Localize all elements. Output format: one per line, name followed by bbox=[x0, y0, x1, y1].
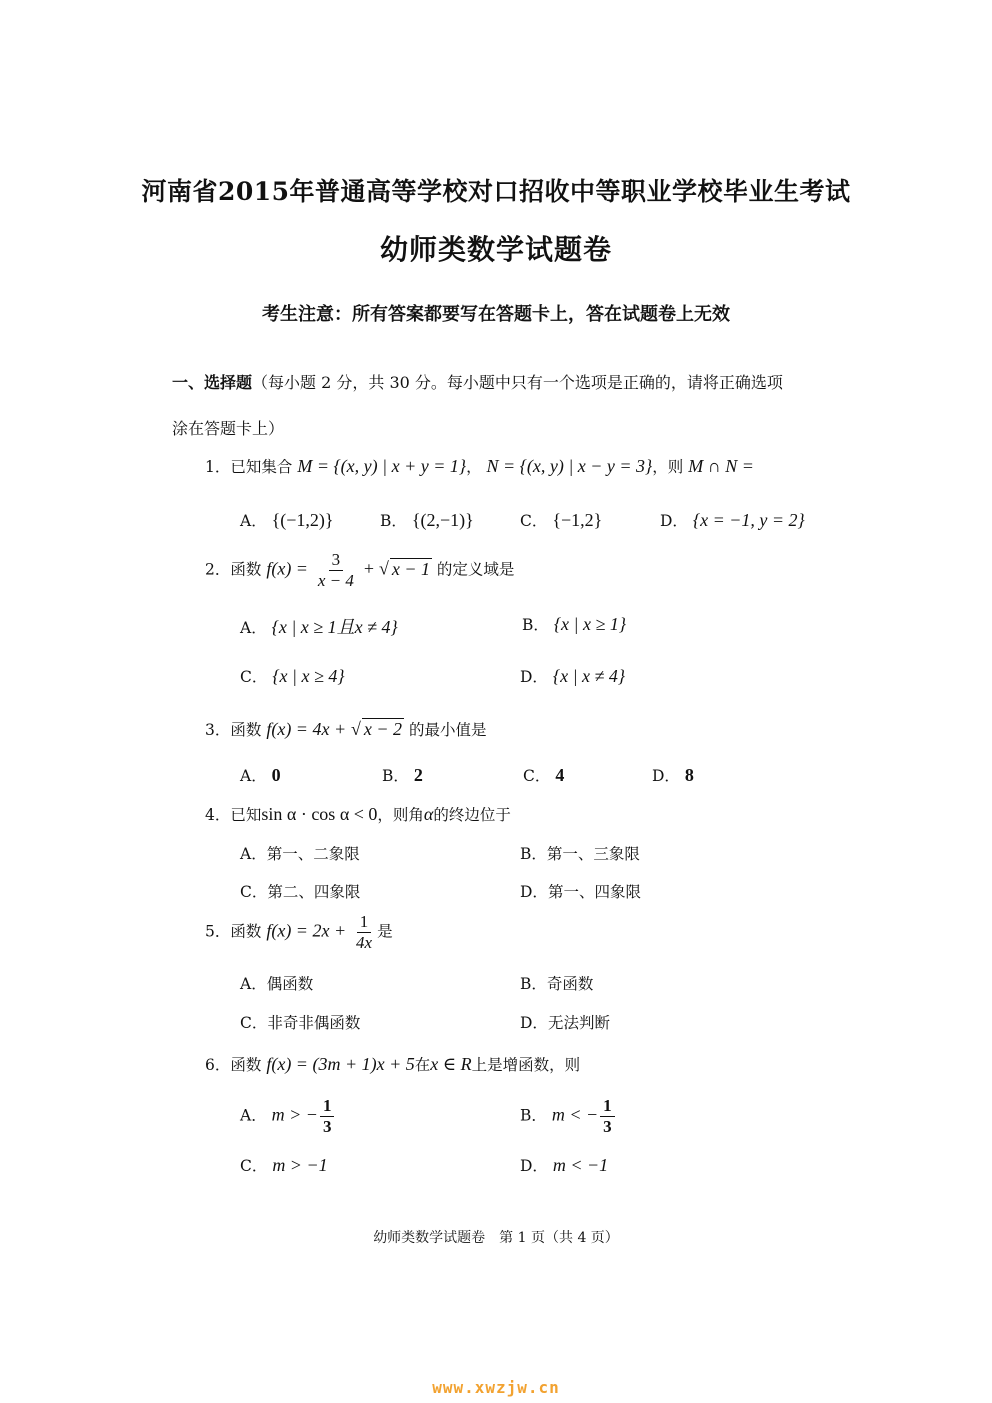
option-1d bbox=[660, 509, 805, 531]
option-label: D． bbox=[520, 1157, 548, 1175]
option-4c bbox=[240, 880, 360, 902]
option-value: 奇函数 bbox=[546, 975, 594, 993]
intersection-expr: M ∩ N = bbox=[688, 456, 754, 476]
option-label: A． bbox=[240, 767, 267, 785]
option-value: 非奇非偶函数 bbox=[267, 1014, 361, 1032]
option-value: {x | x ≥ 4} bbox=[272, 666, 345, 686]
option-label: B． bbox=[522, 616, 549, 634]
option-value: {x | x ≥ 1} bbox=[553, 614, 627, 634]
option-value: 第二、四象限 bbox=[267, 883, 361, 901]
fraction-numerator: 1 bbox=[320, 1096, 335, 1117]
alpha-symbol: α bbox=[423, 804, 434, 824]
option-5c bbox=[240, 1011, 360, 1033]
option-label: D． bbox=[520, 883, 548, 901]
question-text: 函数 bbox=[230, 560, 262, 579]
option-value: 无法判断 bbox=[547, 1014, 610, 1032]
option-label: B． bbox=[520, 1106, 547, 1125]
option-2a bbox=[240, 613, 398, 639]
option-label: A． bbox=[240, 1106, 267, 1125]
fraction-numerator: 3 bbox=[329, 550, 344, 571]
function-expr: f(x) = 4x + bbox=[266, 719, 347, 739]
option-value: {x | x ≠ 4} bbox=[552, 666, 626, 686]
option-1a bbox=[240, 509, 334, 531]
option-label: D． bbox=[660, 512, 688, 530]
question-text: 在 bbox=[414, 1056, 431, 1074]
option-6d bbox=[520, 1154, 608, 1176]
exam-title: 河南省2015年普通高等学校对口招收中等职业学校毕业生考试 bbox=[141, 177, 851, 206]
question-text: 函数 bbox=[230, 1056, 262, 1074]
fraction-denominator: x − 4 bbox=[317, 571, 354, 590]
option-3c bbox=[523, 764, 564, 786]
option-1c bbox=[520, 509, 602, 531]
option-6a bbox=[240, 1096, 336, 1137]
sqrt-expr: x − 2 bbox=[363, 719, 403, 739]
option-value: {(−1,2)} bbox=[271, 510, 334, 530]
question-text: 是 bbox=[377, 922, 393, 941]
option-value: 第一、四象限 bbox=[547, 883, 641, 901]
function-expr: f(x) = (3m + 1)x + 5 bbox=[266, 1054, 415, 1074]
option-value: 0 bbox=[271, 765, 281, 785]
option-label: C． bbox=[240, 1014, 268, 1032]
question-number: 5． bbox=[205, 922, 231, 941]
option-2c bbox=[240, 665, 345, 687]
question-text: 的定义域是 bbox=[436, 560, 515, 579]
option-label: A． bbox=[240, 512, 267, 530]
domain-expr: x ∈ R bbox=[430, 1054, 472, 1074]
option-value: m > −1 bbox=[272, 1155, 328, 1175]
option-label: B． bbox=[520, 845, 547, 863]
option-prefix: m < − bbox=[551, 1104, 599, 1125]
question-text: 的终边位于 bbox=[433, 806, 511, 824]
option-label: C． bbox=[240, 1157, 268, 1175]
fraction bbox=[315, 550, 357, 591]
option-2d bbox=[520, 665, 625, 687]
option-2b bbox=[522, 613, 626, 635]
question-text: 已知集合 bbox=[230, 458, 293, 476]
question-number: 6． bbox=[205, 1056, 231, 1074]
option-6c bbox=[240, 1154, 328, 1176]
set-m: M = {(x, y) | x + y = 1} bbox=[297, 456, 467, 476]
option-label: B． bbox=[520, 975, 547, 993]
question-text: 上是增函数，则 bbox=[471, 1056, 581, 1074]
option-label: D． bbox=[520, 1014, 548, 1032]
option-label: B． bbox=[382, 767, 409, 785]
question-number: 3． bbox=[205, 721, 231, 739]
watermark-link[interactable]: www.xwzjw.cn bbox=[432, 1378, 560, 1397]
option-label: A． bbox=[240, 845, 267, 863]
function-expr: f(x) = bbox=[266, 558, 308, 579]
section-heading: 一、选择题 bbox=[172, 373, 253, 392]
option-4b bbox=[520, 842, 640, 864]
question-2: 2．函数 f(x) = $\frac{3}{x - 4}$ + √ x − 1 的定义域是 bbox=[205, 550, 515, 590]
question-6 bbox=[205, 1053, 580, 1075]
option-value: 2 bbox=[413, 765, 423, 785]
page-footer: 幼师类数学试题卷 第 1 页（共 4 页） bbox=[373, 1230, 619, 1246]
option-label: D． bbox=[520, 668, 548, 686]
question-5 bbox=[205, 912, 393, 953]
fraction-denominator: 4x bbox=[356, 933, 373, 952]
option-label: C． bbox=[523, 767, 551, 785]
question-text: 函数 bbox=[230, 721, 262, 739]
option-value: {x = −1, y = 2} bbox=[692, 510, 805, 530]
question-text: 已知 bbox=[230, 806, 262, 824]
option-5b bbox=[520, 972, 593, 994]
fraction bbox=[320, 1096, 335, 1137]
option-3d bbox=[652, 764, 694, 786]
section-heading-line1 bbox=[172, 372, 783, 394]
question-text: 的最小值是 bbox=[409, 721, 487, 739]
option-label: A． bbox=[240, 975, 267, 993]
option-5d bbox=[520, 1011, 610, 1033]
fraction bbox=[353, 912, 375, 953]
fraction-numerator: 1 bbox=[600, 1096, 615, 1117]
sqrt-expr: x − 1 bbox=[391, 558, 430, 579]
fraction bbox=[600, 1096, 615, 1137]
option-value: 4 bbox=[555, 765, 565, 785]
option-value: 第一、二象限 bbox=[266, 845, 360, 863]
option-prefix: m > − bbox=[271, 1104, 318, 1125]
option-label: A． bbox=[240, 619, 267, 637]
plus-sign: + bbox=[363, 558, 375, 579]
section-instructions-line2: 涂在答题卡上） bbox=[172, 419, 285, 438]
option-label: B． bbox=[380, 512, 407, 530]
option-value: 8 bbox=[684, 765, 694, 785]
exam-notice: 考生注意：所有答案都要写在答题卡上，答在试题卷上无效 bbox=[262, 304, 730, 325]
option-label: C． bbox=[240, 668, 268, 686]
option-label: C． bbox=[240, 883, 268, 901]
set-n: N = {(x, y) | x − y = 3} bbox=[486, 456, 653, 476]
question-4 bbox=[205, 803, 511, 825]
fraction-denominator: 3 bbox=[603, 1117, 612, 1136]
option-label: D． bbox=[652, 767, 680, 785]
option-4d bbox=[520, 880, 641, 902]
section-instructions: （每小题 2 分，共 30 分。每小题中只有一个选项是正确的，请将正确选项 bbox=[252, 373, 783, 392]
question-number: 2． bbox=[205, 560, 231, 579]
question-number: 1． bbox=[205, 458, 231, 476]
exam-subtitle: 幼师类数学试题卷 bbox=[379, 233, 612, 266]
function-expr: f(x) = 2x + bbox=[266, 920, 347, 941]
question-text: ，则角 bbox=[377, 806, 424, 824]
question-text: ，则 bbox=[652, 458, 684, 476]
option-value: 第一、三象限 bbox=[546, 845, 640, 863]
option-1b bbox=[380, 509, 474, 531]
option-value: 偶函数 bbox=[266, 975, 314, 993]
question-3: 3．函数 f(x) = 4x + √ x − 2 的最小值是 bbox=[205, 719, 487, 739]
question-text: ， bbox=[466, 458, 482, 476]
option-value: {−1,2} bbox=[552, 510, 603, 530]
fraction-numerator: 1 bbox=[357, 912, 372, 933]
trig-expr: sin α · cos α < 0 bbox=[261, 804, 378, 824]
option-value: {x | x ≥ 1且x ≠ 4} bbox=[271, 617, 398, 637]
option-5a bbox=[240, 972, 313, 994]
question-text: 函数 bbox=[230, 922, 262, 941]
fraction-denominator: 3 bbox=[322, 1117, 332, 1136]
question-1 bbox=[205, 455, 754, 477]
option-3a bbox=[240, 764, 281, 786]
option-3b bbox=[382, 764, 423, 786]
option-value: {(2,−1)} bbox=[411, 510, 474, 530]
option-6b bbox=[520, 1096, 617, 1137]
option-label: C． bbox=[520, 512, 548, 530]
question-number: 4． bbox=[205, 806, 231, 824]
option-4a bbox=[240, 842, 360, 864]
option-value: m < −1 bbox=[552, 1155, 609, 1175]
